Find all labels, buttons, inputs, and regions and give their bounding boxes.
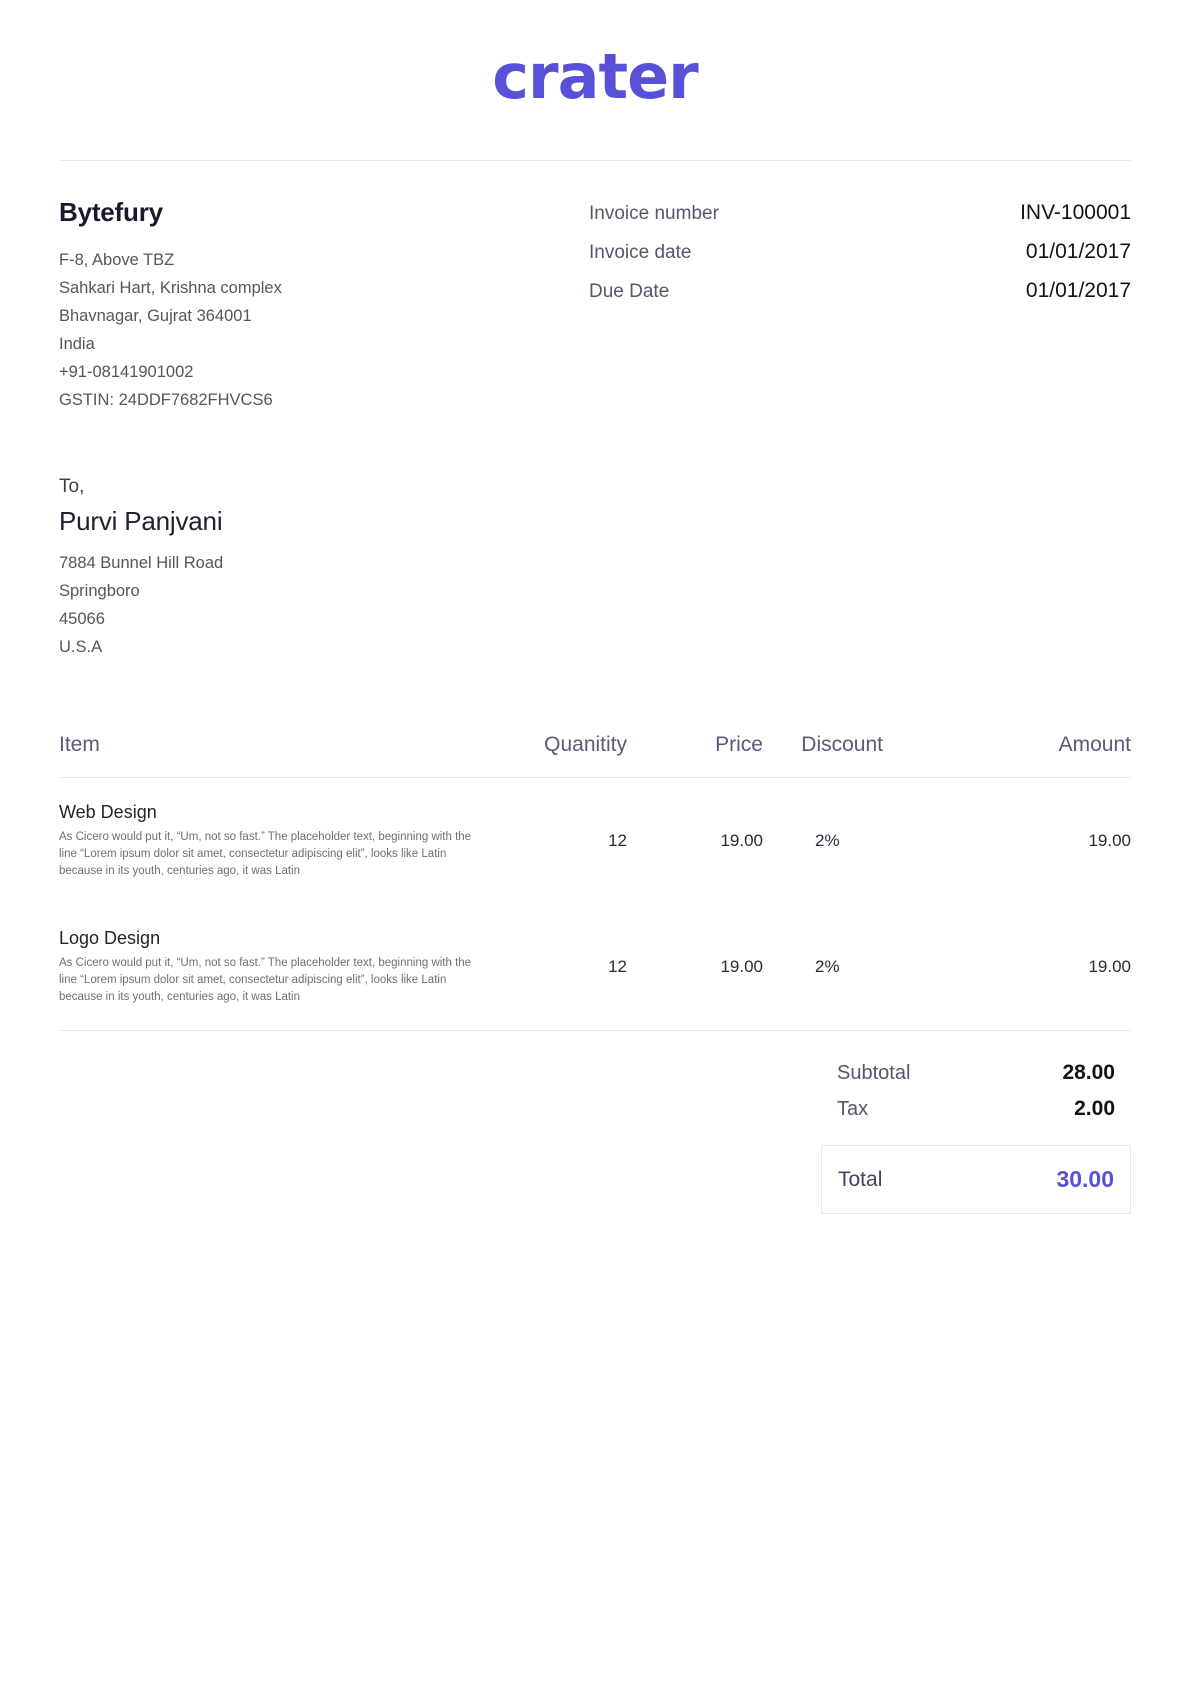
company-address-line: Bhavnagar, Gujrat 364001: [59, 307, 252, 325]
column-header-price: Price: [639, 733, 769, 778]
invoice-meta: [589, 197, 1131, 414]
subtotal-row: [821, 1055, 1131, 1091]
items-header-row: [59, 733, 1131, 778]
meta-value: 01/01/2017: [1025, 240, 1131, 263]
company-address-line: Sahkari Hart, Krishna complex: [59, 279, 282, 297]
items-table-body: [59, 778, 1131, 1031]
totals-box: [821, 1055, 1131, 1214]
bill-to-address-line: Springboro: [59, 582, 140, 600]
subtotal-label: Subtotal: [837, 1062, 911, 1084]
meta-label: Due Date: [589, 281, 670, 302]
grand-total-value: 30.00: [1056, 1166, 1114, 1192]
bill-to-address-line: U.S.A: [59, 638, 103, 656]
item-cell: [59, 904, 519, 1031]
column-header-discount: Discount: [769, 733, 909, 778]
column-header-item: Item: [59, 733, 519, 778]
item-name: Web Design: [59, 802, 157, 822]
company-address-line: F-8, Above TBZ: [59, 251, 175, 269]
tax-row: [821, 1091, 1131, 1127]
item-amount: 19.00: [1088, 831, 1131, 850]
company-address-line: India: [59, 335, 95, 353]
crater-logo-text: crater: [492, 40, 698, 113]
table-row: [59, 904, 1131, 1031]
item-discount: 2%: [815, 831, 840, 850]
column-header-amount: Amount: [909, 733, 1131, 778]
bill-to-name: Purvi Panjvani: [59, 506, 223, 536]
company-gstin: GSTIN: 24DDF7682FHVCS6: [59, 391, 273, 409]
meta-row-invoice-number: [589, 201, 1131, 225]
meta-row-due-date: [589, 279, 1131, 303]
items-table-head: [59, 733, 1131, 778]
item-quantity: 12: [608, 831, 627, 850]
company-block: [59, 197, 589, 414]
item-quantity: 12: [519, 904, 639, 1031]
bill-to-block: [0, 414, 1190, 661]
item-description: As Cicero would put it, “Um, not so fast.” The placeholder text, beginning with the line “Lorem ipsum dolor sit amet, consectetur adipiscing elit”, looks like Latin because in its youth, centuries ago, it was Latin: [59, 831, 472, 877]
item-discount: 2%: [769, 904, 909, 1031]
meta-row-invoice-date: [589, 240, 1131, 264]
item-amount: 19.00: [909, 904, 1131, 1031]
item-description: As Cicero would put it, “Um, not so fast.” The placeholder text, beginning with the line “Lorem ipsum dolor sit amet, consectetur adipiscing elit”, looks like Latin because in its youth, centuries ago, it was Latin: [59, 957, 472, 1003]
item-price: 19.00: [639, 904, 769, 1031]
bill-to-address-line: 45066: [59, 610, 105, 628]
subtotal-value: 28.00: [1062, 1061, 1115, 1084]
grand-total-label: Total: [838, 1167, 883, 1191]
totals-section: [0, 1055, 1131, 1214]
tax-value: 2.00: [1074, 1097, 1115, 1120]
tax-label: Tax: [837, 1098, 869, 1120]
brand-logo: [0, 0, 1190, 113]
meta-value: INV-100001: [1020, 201, 1131, 224]
column-header-quantity: Quanitity: [519, 733, 639, 778]
table-row: [59, 778, 1131, 905]
item-price: 19.00: [720, 831, 763, 850]
meta-label: Invoice number: [589, 203, 719, 224]
meta-value: 01/01/2017: [1025, 279, 1131, 302]
item-cell: [59, 778, 519, 905]
company-phone: +91-08141901002: [59, 363, 194, 381]
item-name: Logo Design: [59, 928, 161, 948]
bill-to-label: To,: [59, 476, 85, 497]
items-table: [59, 733, 1131, 1031]
meta-label: Invoice date: [589, 242, 692, 263]
bill-to-address-line: 7884 Bunnel Hill Road: [59, 554, 224, 572]
invoice-header: [0, 161, 1190, 414]
company-name: Bytefury: [59, 197, 163, 227]
grand-total-row: [821, 1145, 1131, 1214]
